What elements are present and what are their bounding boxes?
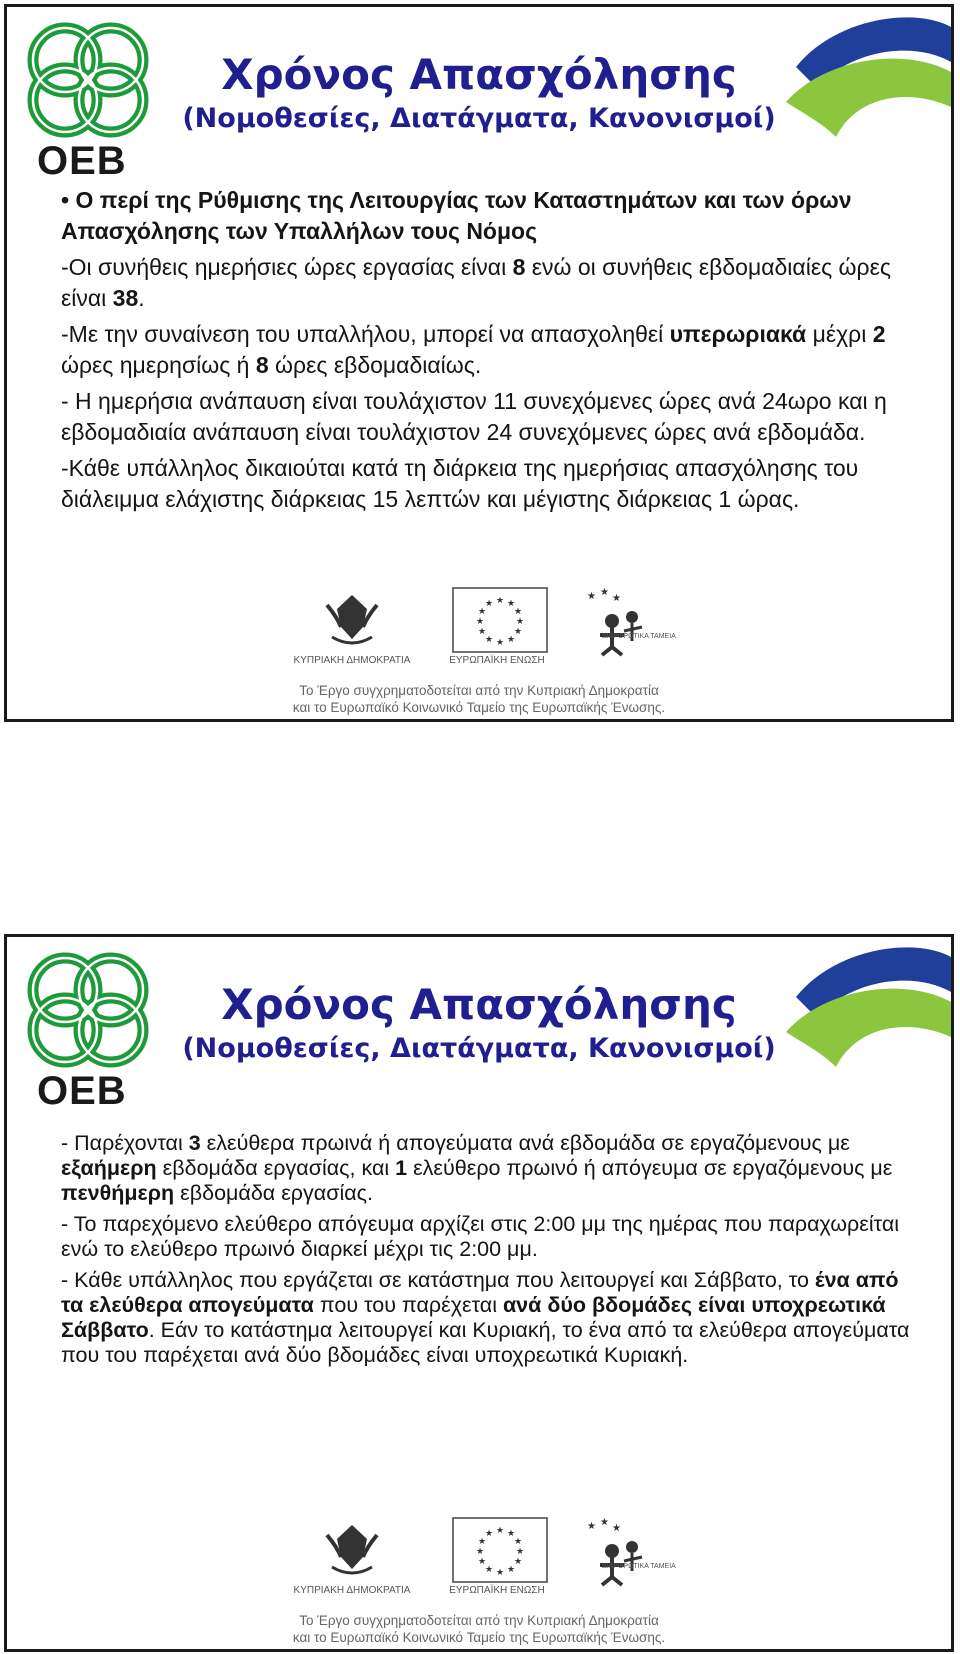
svg-text:★: ★ — [515, 1547, 525, 1557]
svg-text:★: ★ — [484, 1529, 494, 1539]
svg-text:★: ★ — [495, 596, 505, 606]
oeb-logo-text: ΟΕΒ — [37, 1069, 127, 1113]
funding-line-2: και το Ευρωπαϊκό Κοινωνικό Ταμείο της Ευρωπαϊκής Ένωσης. — [292, 1630, 666, 1645]
eu-flag — [449, 587, 548, 666]
svg-text:★: ★ — [612, 1523, 621, 1534]
svg-text:★: ★ — [515, 617, 525, 627]
slide-2 — [4, 934, 954, 1652]
cyprus-emblem — [293, 587, 411, 666]
svg-text:★: ★ — [513, 1557, 523, 1567]
svg-text:★: ★ — [484, 635, 494, 645]
slide-subtitle: (Νομοθεσίες, Διατάγματα, Κανονισμοί) — [182, 103, 776, 134]
svg-text:★: ★ — [495, 1526, 505, 1536]
eu-flag-icon — [452, 1517, 548, 1583]
paragraph-rest: - Η ημερήσια ανάπαυση είναι τουλάχιστον 11 συνεχόμενες ώρες ανά 24ωρο και η εβδομαδιαία ανάπαυση είναι τουλάχιστον 24 συνεχόμενες ώρες ανά εβδομάδα. — [61, 388, 887, 445]
slide-footer — [7, 1517, 951, 1647]
structural-funds-icon — [582, 1517, 672, 1587]
svg-text:★: ★ — [513, 1537, 523, 1547]
svg-text:★: ★ — [475, 1547, 485, 1557]
svg-text:★: ★ — [495, 638, 505, 648]
oeb-knot-logo-icon — [13, 15, 168, 145]
cyprus-emblem — [293, 1517, 411, 1596]
svg-text:★: ★ — [506, 635, 516, 645]
structural-funds-icon — [582, 587, 672, 657]
cyprus-caption: ΚΥΠΡΙΑΚΗ ΔΗΜΟΚΡΑΤΙΑ — [293, 655, 411, 666]
eu-caption: ΕΥΡΩΠΑΪΚΗ ΕΝΩΣΗ — [449, 655, 545, 666]
eu-flag — [449, 1517, 548, 1596]
funds-caption: ΔΙΑΡΘΡΩΤΙΚΑ ΤΑΜΕΙΑ — [602, 1563, 676, 1570]
slide-footer — [7, 587, 951, 717]
slide-body — [61, 1131, 921, 1374]
paragraph-start-time: - Το παρεχόμενο ελεύθερο απόγευμα αρχίζει στις 2:00 μμ της ημέρας που παραχωρείται ενώ το ελεύθερο πρωινό διαρκεί μέχρι τις 2:00 μμ. — [61, 1212, 900, 1261]
funding-line-1: Το Έργο συγχρηματοδοτείται από την Κυπριακή Δημοκρατία — [299, 1613, 659, 1628]
paragraph-free-afternoons: - Παρέχονται 3 ελεύθερα πρωινά ή απογεύματα ανά εβδομάδα σε εργαζόμενους με εξαήμερη εβδομάδα εργασίας, και 1 ελεύθερο πρωινό ή απόγευμα σε εργαζόμενους με πενθήμερη εβδομάδα εργασίας. — [61, 1131, 893, 1205]
eu-caption: ΕΥΡΩΠΑΪΚΗ ΕΝΩΣΗ — [449, 1585, 545, 1596]
structural-funds — [582, 587, 676, 657]
svg-text:★: ★ — [600, 1517, 609, 1528]
slide-title: Χρόνος Απασχόλησης — [221, 980, 737, 1029]
cyprus-emblem-icon — [307, 1517, 397, 1583]
slide-1 — [4, 4, 954, 722]
svg-text:★: ★ — [506, 1529, 516, 1539]
corner-swoosh-icon — [776, 937, 951, 1087]
svg-text:★: ★ — [506, 599, 516, 609]
svg-text:★: ★ — [587, 591, 596, 602]
paragraph-break: -Κάθε υπάλληλος δικαιούται κατά τη διάρκεια της ημερήσιας απασχόλησης του διάλειμμα ελάχιστης διάρκειας 15 λεπτών και μέγιστης διάρκειας 1 ώρας. — [61, 455, 859, 512]
paragraph-working-hours: -Οι συνήθεις ημερήσιες ώρες εργασίας είναι 8 ενώ οι συνήθεις εβδομαδιαίες ώρες είναι 38. — [61, 254, 891, 311]
svg-text:★: ★ — [587, 1521, 596, 1532]
svg-text:★: ★ — [477, 1537, 487, 1547]
cyprus-caption: ΚΥΠΡΙΑΚΗ ΔΗΜΟΚΡΑΤΙΑ — [293, 1585, 411, 1596]
corner-swoosh-icon — [776, 7, 951, 157]
svg-text:★: ★ — [495, 1568, 505, 1578]
funding-line-2: και το Ευρωπαϊκό Κοινωνικό Ταμείο της Ευρωπαϊκής Ένωσης. — [292, 700, 666, 715]
paragraph-overtime: -Με την συναίνεση του υπαλλήλου, μπορεί να απασχοληθεί υπερωριακά μέχρι 2 ώρες ημερησίως ή 8 ώρες εβδομαδιαίως. — [61, 321, 886, 378]
svg-text:★: ★ — [513, 627, 523, 637]
eu-flag-icon — [452, 587, 548, 653]
slide-title: Χρόνος Απασχόλησης — [221, 50, 737, 99]
svg-text:★: ★ — [612, 593, 621, 604]
slide-subtitle: (Νομοθεσίες, Διατάγματα, Κανονισμοί) — [182, 1033, 776, 1064]
law-heading: • Ο περί της Ρύθμισης της Λειτουργίας των Καταστημάτων και των όρων Απασχόλησης των Υπαλλήλων τους Νόμος — [61, 187, 852, 244]
svg-text:★: ★ — [475, 617, 485, 627]
funds-caption: ΔΙΑΡΘΡΩΤΙΚΑ ΤΑΜΕΙΑ — [602, 633, 676, 640]
cyprus-emblem-icon — [307, 587, 397, 653]
oeb-knot-logo-icon — [13, 945, 168, 1075]
structural-funds — [582, 1517, 676, 1587]
svg-text:★: ★ — [513, 607, 523, 617]
slide-body — [61, 185, 921, 520]
paragraph-saturday: - Κάθε υπάλληλος που εργάζεται σε κατάστημα που λειτουργεί και Σάββατο, το ένα από τα ελεύθερα απογεύματα που του παρέχεται ανά δύο βδομάδες είναι υποχρεωτικά Σάββατο. Εάν το κατάστημα λειτουργεί και Κυριακή, το ένα από τα ελεύθερα απογεύματα που του παρέχεται ανά δύο βδομάδες είναι υποχρεωτικά Κυριακή. — [61, 1268, 910, 1367]
funding-line-1: Το Έργο συγχρηματοδοτείται από την Κυπριακή Δημοκρατία — [299, 683, 659, 698]
svg-text:★: ★ — [477, 1557, 487, 1567]
oeb-logo-text: ΟΕΒ — [37, 139, 127, 183]
svg-text:★: ★ — [484, 599, 494, 609]
svg-text:★: ★ — [506, 1565, 516, 1575]
svg-text:★: ★ — [600, 587, 609, 598]
svg-text:★: ★ — [477, 627, 487, 637]
svg-text:★: ★ — [484, 1565, 494, 1575]
svg-text:★: ★ — [477, 607, 487, 617]
